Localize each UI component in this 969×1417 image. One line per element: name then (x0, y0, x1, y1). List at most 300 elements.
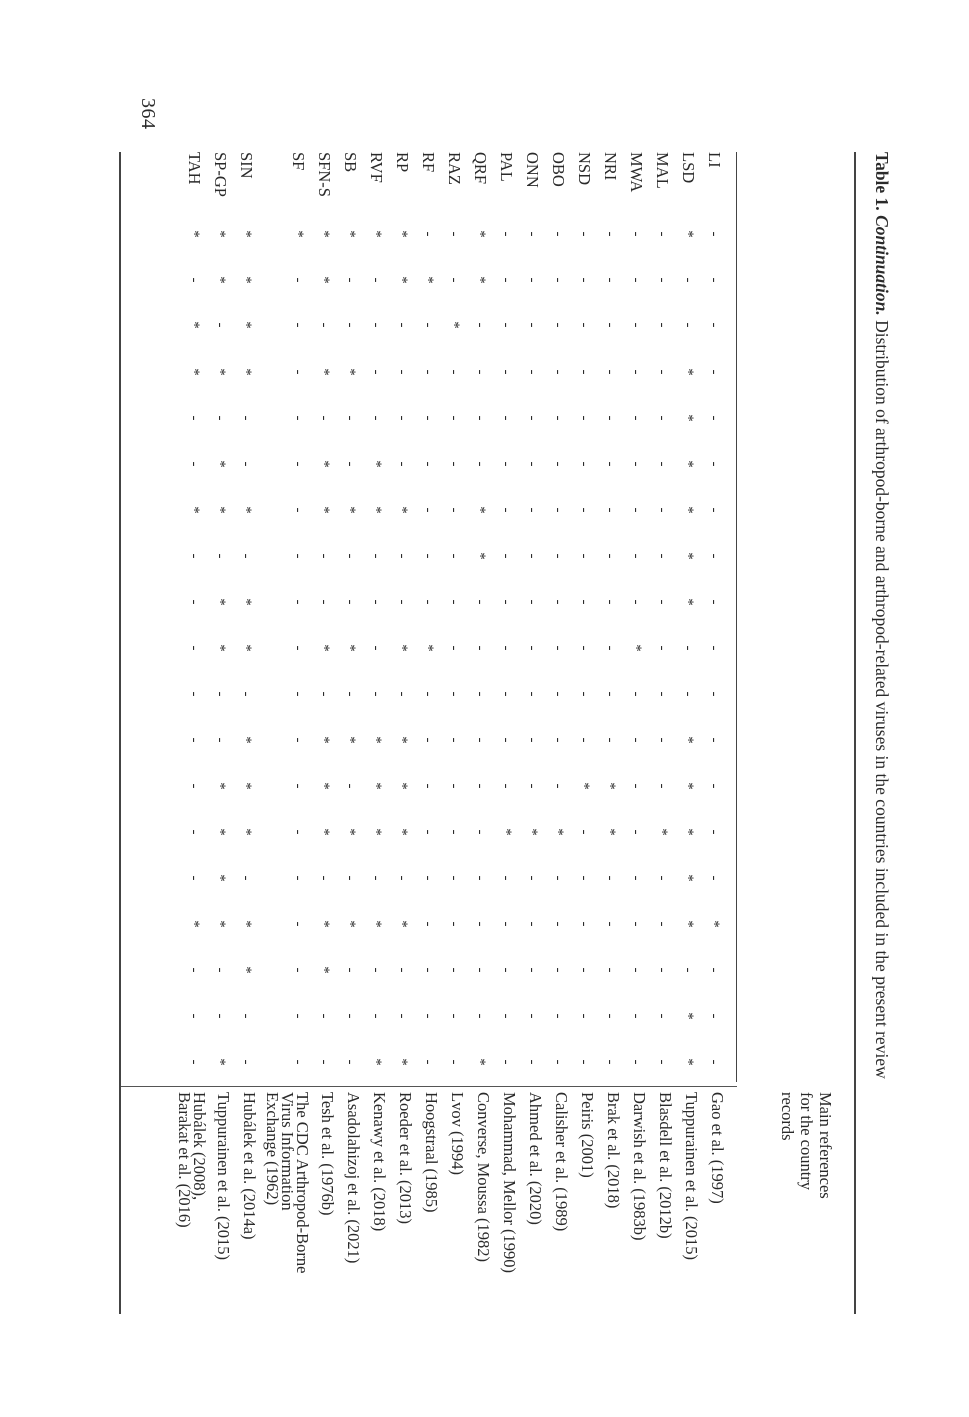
table-cell: - (654, 461, 670, 467)
virus-abbreviation: RP (393, 152, 412, 173)
table-cell: * (680, 552, 696, 560)
table-cell: * (680, 368, 696, 376)
table-cell: - (472, 783, 488, 789)
virus-abbreviation: TAH (185, 152, 204, 185)
table-cell: * (368, 828, 384, 836)
table-cell: - (576, 415, 592, 421)
virus-abbreviation: SB (341, 152, 360, 173)
table-cell: - (654, 967, 670, 973)
table-cell: - (316, 691, 332, 697)
table-cell: - (290, 415, 306, 421)
table-cell: - (498, 461, 514, 467)
table-cell: * (680, 1012, 696, 1020)
table-cell: - (342, 875, 358, 881)
table-cell: * (472, 552, 488, 560)
table-cell: * (394, 1058, 410, 1066)
table-cell: - (212, 691, 228, 697)
table-cell: - (472, 829, 488, 835)
table-cell: - (524, 783, 540, 789)
table-cell: - (420, 553, 436, 559)
table-cell: - (368, 277, 384, 283)
table-cell: - (420, 322, 436, 328)
virus-abbreviation: SF (289, 152, 308, 171)
table-header-rule (736, 152, 737, 1082)
table-cell: * (212, 276, 228, 284)
table-cell: - (472, 461, 488, 467)
table-cell: - (602, 599, 618, 605)
table-cell: * (420, 276, 436, 284)
table-cell: - (706, 645, 722, 651)
table-cell: * (680, 460, 696, 468)
table-cell: - (628, 829, 644, 835)
table-cell: - (602, 415, 618, 421)
table-cell: * (238, 368, 254, 376)
table-cell: - (290, 783, 306, 789)
table-cell: - (706, 829, 722, 835)
table-cell: * (238, 276, 254, 284)
table-cell: - (290, 322, 306, 328)
table-cell: - (212, 415, 228, 421)
table-cell: - (654, 645, 670, 651)
table-cell: - (654, 507, 670, 513)
table-cell: - (550, 369, 566, 375)
table-cell: - (706, 967, 722, 973)
reference-text: Ahmed et al. (2020) (526, 1092, 545, 1225)
table-cell: - (342, 599, 358, 605)
table-cell: - (524, 461, 540, 467)
table-cell: - (420, 829, 436, 835)
table-cell: - (550, 645, 566, 651)
table-cell: - (420, 691, 436, 697)
table-cell: - (706, 737, 722, 743)
table-cell: - (290, 645, 306, 651)
table-cell: - (446, 231, 462, 237)
table-cell: - (550, 875, 566, 881)
table-cell: - (446, 691, 462, 697)
table-cell: - (628, 1059, 644, 1065)
table-cell: - (550, 1059, 566, 1065)
table-cell: - (628, 783, 644, 789)
table-cell: - (420, 967, 436, 973)
table-cell: - (290, 461, 306, 467)
table-cell: - (602, 322, 618, 328)
table-cell: - (524, 875, 540, 881)
table-cell: - (498, 691, 514, 697)
table-cell: - (446, 875, 462, 881)
table-cell: * (394, 828, 410, 836)
table-cell: - (524, 553, 540, 559)
table-cell: - (472, 645, 488, 651)
table-cell: - (706, 599, 722, 605)
table-cell: - (498, 645, 514, 651)
table-cell: * (186, 321, 202, 329)
table-cell: * (628, 644, 644, 652)
table-cell: * (368, 1058, 384, 1066)
reference-text-line: Virus Information (278, 1092, 297, 1211)
table-cell: - (706, 461, 722, 467)
table-cell: - (342, 783, 358, 789)
table-cell: * (446, 321, 462, 329)
reference-text-line: Hubálek (2008), (190, 1092, 209, 1201)
table-cell: - (290, 967, 306, 973)
virus-abbreviation: MAL (653, 152, 672, 189)
table-cell: - (186, 829, 202, 835)
virus-abbreviation: NRI (601, 152, 620, 181)
table-cell: - (654, 1013, 670, 1019)
table-cell: * (186, 506, 202, 514)
reference-text: Converse, Moussa (1982) (474, 1092, 493, 1263)
table-cell: - (628, 599, 644, 605)
table-cell: - (498, 599, 514, 605)
table-cell: * (680, 230, 696, 238)
table-cell: - (420, 875, 436, 881)
table-cell: - (524, 277, 540, 283)
table-cell: - (498, 369, 514, 375)
table-cell: - (238, 415, 254, 421)
table-cell: - (602, 369, 618, 375)
table-cell: - (316, 322, 332, 328)
table-cell: - (524, 507, 540, 513)
table-cell: - (550, 1013, 566, 1019)
table-cell: - (576, 829, 592, 835)
table-cell: * (316, 368, 332, 376)
table-cell: * (368, 230, 384, 238)
table-cell: - (368, 691, 384, 697)
table-cell: * (420, 644, 436, 652)
table-cell: - (446, 415, 462, 421)
table-cell: - (550, 737, 566, 743)
references-column-header: Main references for the country records (778, 1092, 835, 1199)
table-cell: - (212, 967, 228, 973)
table-cell: - (316, 1013, 332, 1019)
table-cell: - (420, 1013, 436, 1019)
virus-abbreviation: SP-GP (211, 152, 230, 197)
table-cell: * (680, 1058, 696, 1066)
table-cell: - (394, 461, 410, 467)
table-cell: * (394, 782, 410, 790)
table-cell: - (550, 322, 566, 328)
table-cell: - (654, 277, 670, 283)
table-cell: * (342, 828, 358, 836)
table-cell: * (316, 920, 332, 928)
table-cell: - (446, 369, 462, 375)
reference-text: Tuppurainen et al. (2015) (214, 1092, 233, 1261)
reference-text: Gao et al. (1997) (708, 1092, 727, 1204)
table-cell: - (420, 783, 436, 789)
table-cell: - (212, 322, 228, 328)
table-cell: - (420, 599, 436, 605)
table-cell: - (290, 507, 306, 513)
table-cell: - (186, 783, 202, 789)
table-cell: - (472, 737, 488, 743)
table-cell: * (238, 736, 254, 744)
table-cell: - (654, 921, 670, 927)
table-cell: - (472, 322, 488, 328)
table-cell: - (368, 645, 384, 651)
table-cell: - (706, 691, 722, 697)
table-cell: - (290, 737, 306, 743)
table-cell: * (472, 276, 488, 284)
table-cell: * (342, 230, 358, 238)
virus-abbreviation: SFN-S (315, 152, 334, 197)
table-cell: - (472, 875, 488, 881)
virus-abbreviation: SIN (237, 152, 256, 179)
table-cell: - (680, 691, 696, 697)
table-cell: - (628, 461, 644, 467)
table-cell: - (706, 322, 722, 328)
table-cell: - (576, 1013, 592, 1019)
table-cell: - (342, 1059, 358, 1065)
table-cell: - (706, 231, 722, 237)
table-cell: * (186, 230, 202, 238)
table-cell: - (498, 921, 514, 927)
table-cell: * (368, 460, 384, 468)
table-cell: - (680, 322, 696, 328)
table-cell: - (654, 553, 670, 559)
table-cell: * (706, 920, 722, 928)
table-cell: - (472, 599, 488, 605)
table-cell: - (290, 875, 306, 881)
table-cell: * (550, 828, 566, 836)
virus-abbreviation: QRF (471, 152, 490, 185)
reference-text: Blasdell et al. (2012b) (656, 1092, 675, 1239)
table-cell: - (602, 921, 618, 927)
table-cell: - (498, 1059, 514, 1065)
table-cell: - (394, 599, 410, 605)
table-cell: - (420, 231, 436, 237)
table-cell: - (550, 231, 566, 237)
table-cell: - (654, 783, 670, 789)
table-cell: - (654, 231, 670, 237)
table-cell: - (628, 875, 644, 881)
table-cell: * (342, 506, 358, 514)
table-cell: - (420, 507, 436, 513)
table-cell: - (550, 921, 566, 927)
table-cell: * (316, 276, 332, 284)
table-cell: - (602, 231, 618, 237)
table-cell: - (368, 322, 384, 328)
table-cell: - (550, 783, 566, 789)
table-cell: - (368, 967, 384, 973)
table-cell: - (472, 691, 488, 697)
table-cell: - (524, 1059, 540, 1065)
table-cell: - (550, 277, 566, 283)
table-cell: - (654, 691, 670, 697)
table-cell: * (680, 828, 696, 836)
table-cell: - (446, 921, 462, 927)
table-cell: * (394, 230, 410, 238)
table-cell: - (654, 369, 670, 375)
table-cell: - (342, 322, 358, 328)
table-cell: * (680, 874, 696, 882)
table-cell: * (602, 782, 618, 790)
table-cell: - (186, 277, 202, 283)
table-cell: - (290, 1059, 306, 1065)
table-cell: * (316, 782, 332, 790)
table-cell: - (368, 599, 384, 605)
table-cell: - (394, 322, 410, 328)
table-cell: - (524, 921, 540, 927)
table-cell: - (628, 967, 644, 973)
table-cell: - (394, 967, 410, 973)
table-cell: - (420, 461, 436, 467)
table-cell: * (212, 920, 228, 928)
table-cell: - (524, 967, 540, 973)
table-cell: * (238, 321, 254, 329)
reference-text: Hoogstraal (1985) (422, 1092, 441, 1213)
table-cell: - (654, 737, 670, 743)
table-cell: - (212, 553, 228, 559)
table-cell: - (524, 231, 540, 237)
table-cell: - (498, 737, 514, 743)
table-cell: - (524, 369, 540, 375)
table-cell: - (706, 1059, 722, 1065)
virus-abbreviation: RVF (367, 152, 386, 183)
table-cell: - (446, 1013, 462, 1019)
table-cell: * (290, 230, 306, 238)
table-cell: - (576, 507, 592, 513)
table-cell: - (186, 967, 202, 973)
table-cell: * (368, 782, 384, 790)
table-cell: - (316, 553, 332, 559)
table-cell: - (238, 875, 254, 881)
table-cell: * (238, 920, 254, 928)
virus-abbreviation: LSD (679, 152, 698, 184)
table-cell: - (550, 553, 566, 559)
table-cell: - (446, 1059, 462, 1065)
table-cell: - (420, 921, 436, 927)
reference-text: Roeder et al. (2013) (396, 1092, 415, 1224)
page-number: 364 (137, 98, 159, 130)
table-cell: * (212, 644, 228, 652)
reference-text: Brak et al. (2018) (604, 1092, 623, 1209)
table-cell: * (238, 598, 254, 606)
table-cell: * (394, 276, 410, 284)
table-cell: - (498, 507, 514, 513)
table-cell: * (680, 414, 696, 422)
table-cell: - (420, 415, 436, 421)
table-cell: - (576, 277, 592, 283)
reference-text: Kenawy et al. (2018) (370, 1092, 389, 1232)
table-cell: - (524, 599, 540, 605)
table-cell: - (550, 461, 566, 467)
table-cell: - (394, 415, 410, 421)
reference-text: Lvov (1994) (448, 1092, 467, 1175)
table-cell: - (368, 875, 384, 881)
virus-abbreviation: NSD (575, 152, 594, 186)
table-cell: - (576, 231, 592, 237)
table-cell: - (342, 1013, 358, 1019)
reference-text: Calisher et al. (1989) (552, 1092, 571, 1232)
table-cell: * (602, 828, 618, 836)
table-cell: - (472, 415, 488, 421)
table-cell: - (446, 461, 462, 467)
table-cell: - (212, 1013, 228, 1019)
table-cell: * (394, 920, 410, 928)
table-cell: - (550, 507, 566, 513)
table-cell: - (420, 369, 436, 375)
table-cell: - (628, 322, 644, 328)
table-cell: - (498, 1013, 514, 1019)
table-cell: * (212, 506, 228, 514)
virus-abbreviation: RAZ (445, 152, 464, 185)
table-cell: - (290, 553, 306, 559)
table-cell: - (446, 829, 462, 835)
table-cell: - (290, 829, 306, 835)
virus-abbreviation: OBO (549, 152, 568, 187)
table-cell: - (368, 1013, 384, 1019)
table-cell: - (602, 875, 618, 881)
table-cell: - (628, 231, 644, 237)
table-cell: - (498, 553, 514, 559)
table-cell: - (186, 737, 202, 743)
table-cell: * (238, 966, 254, 974)
table-cell: * (342, 644, 358, 652)
table-cell: * (238, 782, 254, 790)
table-cell: - (654, 599, 670, 605)
table-cell: - (394, 553, 410, 559)
table-cell: - (316, 875, 332, 881)
table-cell: - (472, 967, 488, 973)
table-cell: - (524, 645, 540, 651)
table-cell: - (394, 369, 410, 375)
table-cell: - (576, 875, 592, 881)
table-cell: - (628, 277, 644, 283)
table-cell: * (316, 966, 332, 974)
table-cell: - (498, 277, 514, 283)
table-cell: - (602, 461, 618, 467)
table-cell: * (342, 920, 358, 928)
table-cell: - (524, 737, 540, 743)
table-cell: * (238, 230, 254, 238)
table-cell: - (290, 921, 306, 927)
table-cell: * (316, 230, 332, 238)
table-cell: - (576, 691, 592, 697)
reference-text: Tuppurainen et al. (2015) (682, 1092, 701, 1261)
table-cell: * (238, 644, 254, 652)
table-cell: - (238, 691, 254, 697)
table-cell: * (238, 828, 254, 836)
virus-abbreviation: LI (705, 152, 724, 168)
reference-text-line: Barakat et al. (2016) (175, 1092, 194, 1228)
table-cell: * (316, 828, 332, 836)
table-cell: - (706, 1013, 722, 1019)
table-cell: - (576, 921, 592, 927)
virus-abbreviation: ONN (523, 152, 542, 188)
reference-text-line: The CDC Arthropod-Borne (293, 1092, 312, 1274)
reference-text: Peiris (2001) (578, 1092, 597, 1178)
table-cell: - (342, 277, 358, 283)
caption-label: Table 1. (872, 152, 892, 216)
table-cell: - (628, 1013, 644, 1019)
references-column-divider (121, 1086, 737, 1087)
table-cell: * (680, 736, 696, 744)
table-cell: * (576, 782, 592, 790)
reference-text: Hubálek et al. (2014a) (240, 1092, 259, 1240)
table-cell: - (420, 737, 436, 743)
table-cell: - (576, 369, 592, 375)
table-cell: - (602, 553, 618, 559)
table-cell: - (706, 783, 722, 789)
table-cell: - (654, 322, 670, 328)
table-cell: - (680, 967, 696, 973)
table-cell: - (446, 645, 462, 651)
table-cell: - (368, 553, 384, 559)
table-cell: - (706, 277, 722, 283)
table-cell: * (238, 506, 254, 514)
table-cell: - (654, 875, 670, 881)
table-cell: - (238, 461, 254, 467)
